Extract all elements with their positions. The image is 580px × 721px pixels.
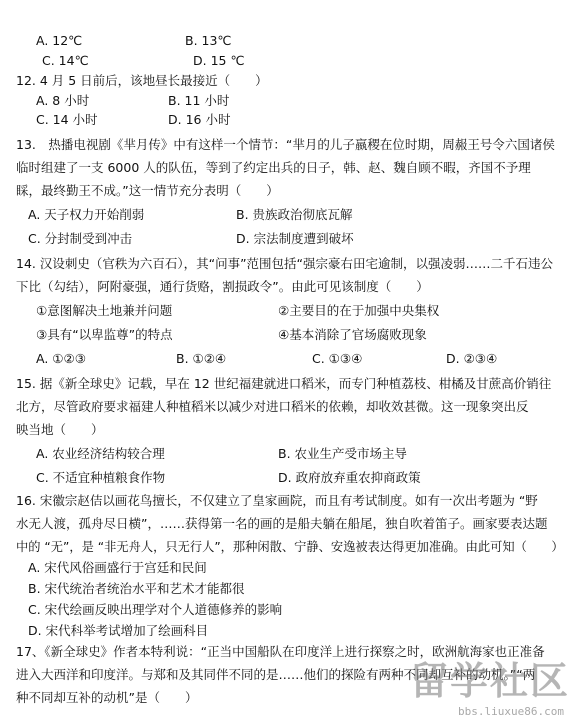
q14-item-2: ②主要目的在于加强中央集权 [278,303,440,318]
q14-option-d: D. ②③④ [446,351,498,366]
q16-option-d: D. 宋代科举考试增加了绘画科目 [28,623,209,638]
q16-option-a: A. 宋代风俗画盛行于宫廷和民间 [28,560,207,575]
q13-option-b: B. 贵族政治彻底瓦解 [236,207,353,222]
q13-stem-line2: 临时组建了一支 6000 人的队伍，等到了约定出兵的日子，韩、赵、魏自顾不暇，齐国不予理 [16,160,531,175]
q17-stem-line3: 种不同却互补的动机”是（ ） [16,690,198,705]
q16-stem-line1: 16. 宋徽宗赵佶以画花鸟擅长，不仅建立了皇家画院，而且有考试制度。如有一次出考题为 “野 [16,493,538,508]
q11-option-a: A. 12℃ [36,33,83,48]
q14-option-a: A. ①②③ [36,351,86,366]
q15-option-b: B. 农业生产受市场主导 [278,446,408,461]
watermark-logo [408,661,576,719]
q15-option-a: A. 农业经济结构较合理 [36,446,165,461]
q13-option-a: A. 天子权力开始削弱 [28,207,145,222]
q14-stem-line1: 14. 汉设刺史（官秩为六百石），其“问事”范围包括“强宗豪右田宅逾制，以强凌弱……二千石违公 [16,256,554,271]
q12-option-a: A. 8 小时 [36,93,90,108]
watermark-big-text: 留学社区 [409,659,570,703]
q14-stem-line2: 下比（勾结），阿附豪强，通行货赂，割损政令”。由此可见该制度（ ） [16,279,429,294]
q12-stem: 12. 4 月 5 日前后，该地昼长最接近（ ） [16,73,268,88]
q13-option-d: D. 宗法制度遭到破坏 [236,231,354,246]
q14-option-b: B. ①②④ [176,351,227,366]
q14-item-1: ①意图解决土地兼并问题 [36,303,173,318]
q14-item-4: ④基本消除了官场腐败现象 [278,327,427,342]
q11-option-d: D. 15 ℃ [193,53,245,68]
q13-stem-line1: 13. 热播电视剧《芈月传》中有这样一个情节：“芈月的儿子嬴稷在位时期，周赧王号令六国诸侯 [16,137,555,152]
q14-option-c: C. ①③④ [312,351,363,366]
q17-stem-line1: 17、《新全球史》作者本特利说：“正当中国船队在印度洋上进行探察之时，欧洲航海家也正准备 [16,644,545,659]
q16-option-b: B. 宋代统治者统治水平和艺术才能都很 [28,581,245,596]
watermark-url: bbs.liuxue86.com [458,705,564,718]
q16-stem-line2: 水无人渡，孤舟尽日横”，……获得第一名的画的是船夫躺在船尾，独自吹着笛子。画家要表达题 [16,516,548,531]
q15-stem-line2: 北方，尽管政府要求福建人种植稻米以减少对进口稻米的依赖，却收效甚微。这一现象突出反 [16,399,529,414]
q13-stem-line3: 睬，最终勤王不成。”这一情节充分表明（ ） [16,183,279,198]
q14-item-3: ③具有“以卑监尊”的特点 [36,327,173,342]
q15-option-d: D. 政府放弃重农抑商政策 [278,470,421,485]
q11-option-c: C. 14℃ [42,53,89,68]
q12-option-d: D. 16 小时 [168,112,231,127]
q16-option-c: C. 宋代绘画反映出理学对个人道德修养的影响 [28,602,283,617]
q12-option-c: C. 14 小时 [36,112,98,127]
q11-option-b: B. 13℃ [185,33,232,48]
q16-stem-line3: 中的 “无”，是 “非无舟人，只无行人”，那种闲散、宁静、安逸被表达得更加准确。由此可知（ ） [16,540,564,554]
q17-stem-line2: 进入大西洋和印度洋。与郑和及其同伴不同的是……他们的探险有两种不同却互补的动机。”“两 [16,667,536,682]
q12-option-b: B. 11 小时 [168,93,230,108]
q15-stem-line1: 15. 据《新全球史》记载，早在 12 世纪福建就进口稻米，而专门种植荔枝、柑橘及甘蔗高价销往 [16,376,552,391]
q15-stem-line3: 映当地（ ） [16,422,104,437]
q15-option-c: C. 不适宜种植粮食作物 [36,470,166,485]
q13-option-c: C. 分封制受到冲击 [28,231,133,246]
